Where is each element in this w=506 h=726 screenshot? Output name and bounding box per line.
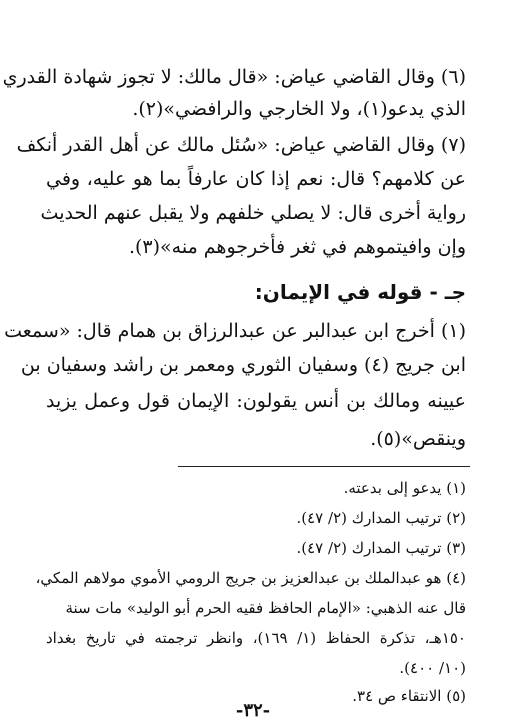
footnote-3: (٣) ترتيب المدارك (٢/ ٤٧). (296, 539, 466, 557)
paragraph-7-line-2: عن كلامهم؟ قال: نعم إذا كان عارفاً بما هو عليه، وفي (46, 168, 466, 190)
footnote-4-line-3: ١٥٠هـ، تذكرة الحفاظ (١/ ١٦٩)، وانظر ترجمته في تاريخ بغداد (46, 629, 466, 647)
paragraph-7-line-1: (٧) وقال القاضي عياض: «سُئل مالك عن أهل القدر أنكف (16, 134, 466, 156)
paragraph-6-line-2: الذي يدعو(١)، ولا الخارجي والرافضي»(٢). (132, 98, 466, 120)
page-number: -٣٢- (235, 700, 271, 721)
footnote-4-line-2: قال عنه الذهبي: «الإمام الحافظ فقيه الحرم أبو الوليد» مات سنة (65, 599, 466, 617)
footnote-separator (178, 466, 470, 467)
paragraph-1-line-3: عيينه ومالك بن أنس يقولون: الإيمان قول وعمل يزيد (46, 390, 466, 412)
paragraph-1-line-4: وينقص»(٥). (370, 428, 466, 450)
footnote-5: (٥) الانتقاء ص ٣٤. (352, 687, 466, 705)
footnote-1: (١) يدعو إلى بدعته. (343, 479, 466, 497)
paragraph-6-line-1: (٦) وقال القاضي عياض: «قال مالك: لا تجوز شهادة القدري (2, 66, 466, 88)
paragraph-1-line-1: (١) أخرج ابن عبدالبر عن عبدالرزاق بن همام قال: «سمعت (4, 320, 466, 342)
section-heading: جـ - قوله في الإيمان: (254, 280, 466, 304)
paragraph-7-line-3: رواية أخرى قال: لا يصلي خلفهم ولا يقبل عنهم الحديث (40, 202, 466, 224)
footnote-4-line-1: (٤) هو عبدالملك بن عبدالعزيز بن جريج الرومي الأموي مولاهم المكي، (35, 569, 466, 587)
footnote-2: (٢) ترتيب المدارك (٢/ ٤٧). (296, 509, 466, 527)
paragraph-7-line-4: وإن وافيتموهم في ثغر فأخرجوهم منه»(٣). (128, 236, 466, 258)
footnote-4-line-4: (١٠/ ٤٠٠). (399, 659, 466, 677)
paragraph-1-line-2: ابن جريج (٤) وسفيان الثوري ومعمر بن راشد وسفيان بن (20, 354, 466, 376)
